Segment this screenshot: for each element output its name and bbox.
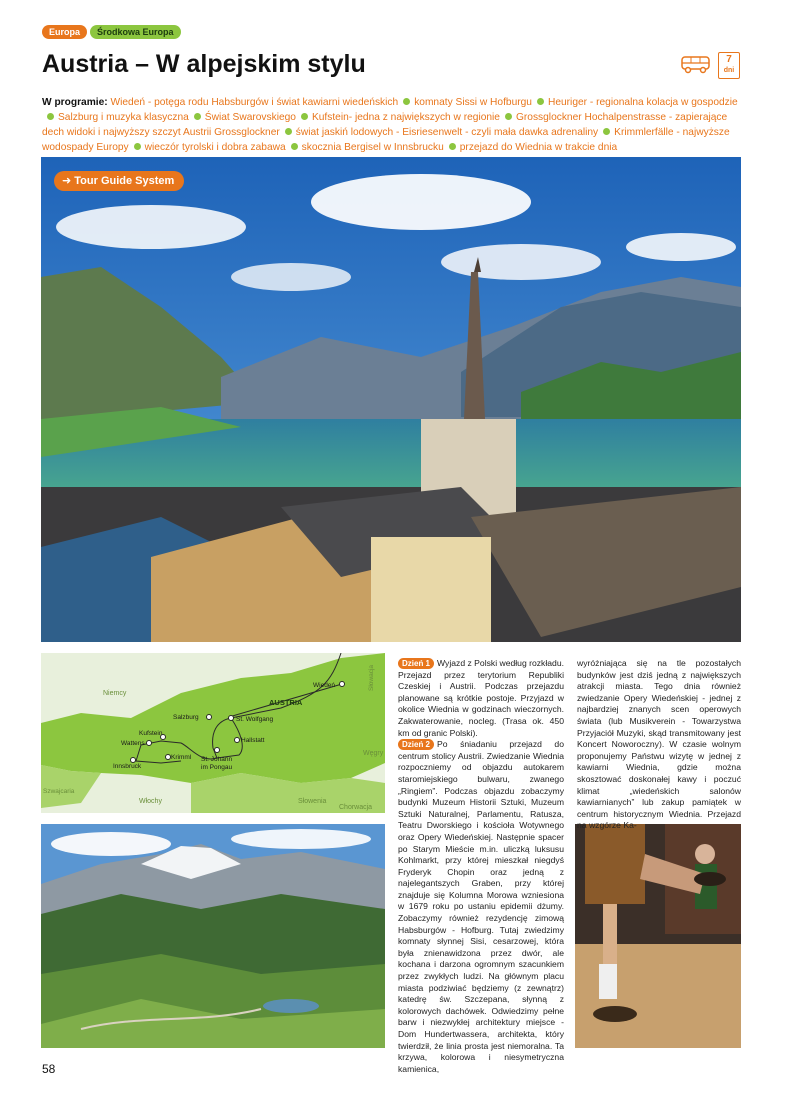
map-label-city: St. Wolfgang (236, 716, 274, 723)
map-label-city: im Pongau (201, 764, 233, 771)
day-2-label: Dzień 2 (398, 739, 434, 750)
map-label-city: Innsbruck (113, 763, 142, 770)
title-subtitle: – W alpejskim stylu (128, 50, 366, 78)
bus-icon (681, 56, 711, 74)
tour-guide-system-badge: ➜ Tour Guide System (54, 171, 184, 191)
programme-item: Grossglockner Hochalpenstrasse - zapierające dech widoki i najwyższy szczyt Austrii Grossglockner (42, 112, 728, 138)
map-label-city: St. Johann (201, 756, 233, 763)
day-1-label: Dzień 1 (398, 658, 434, 669)
itinerary-day-2 (398, 739, 564, 1075)
duration-number: 7 (726, 54, 732, 65)
programme-lead: W programie: (42, 97, 108, 108)
itinerary-column-2 (577, 658, 741, 832)
page-title (42, 50, 366, 79)
programme-item: Wiedeń - potęga rodu Habsburgów i świat kawiarni wiedeńskich (110, 97, 399, 108)
map-label-city: Wiedeń (313, 682, 336, 689)
bullet-icon (194, 113, 201, 120)
calendar-icon (718, 52, 740, 79)
bullet-icon (301, 113, 308, 120)
programme-list (42, 95, 746, 155)
breadcrumb-subregion[interactable]: Środkowa Europa (90, 25, 181, 39)
map-label-neighbour: Węgry (363, 750, 384, 757)
page-number: 58 (42, 1062, 56, 1076)
hero-photo (41, 157, 741, 642)
map-label-city: Salzburg (173, 714, 199, 721)
itinerary-continued-text: wyróżniająca się na tle pozostałych budynków jest dziś jedną z największych atrakcji miasta. Tego dnia również zwiedzanie Opery Wiedeńskiej - jednej z najbardziej znanych scen operowych świata (lub Musikverein - Towarzystwa Przyjaciół Muzyki, skąd transmitowany jest Koncert Noworoczny). W czasie wolnym proponujemy Państwu wizytę w jednej z kawiarni Wiednia, gdzie można skosztować doskonałej kawy i poczuć klimat „wiedeńskich salonów kawiarnianych” lub zakup pamiątek w centrum historycznym Wiednia. Przejazd na wzgórze Ka- (577, 658, 741, 831)
bullet-icon (537, 98, 544, 105)
programme-item: Salzburg i muzyka klasyczna (58, 112, 189, 123)
alpine-valley-photo (41, 824, 385, 1048)
bullet-icon (603, 128, 610, 135)
map-label-city: Kufstein (139, 730, 163, 737)
map-label-city: Wattens (121, 740, 145, 747)
tyrolean-dance-photo (575, 824, 741, 1048)
map-label-neighbour: Słowenia (298, 798, 327, 805)
bullet-icon (449, 143, 456, 150)
title-country: Austria (42, 50, 129, 78)
programme-item: świat jaskiń lodowych - Eisriesenwelt - czyli mała dawka adrenaliny (295, 127, 599, 138)
programme-item: Krimmlerfälle - najwyższe wodospady Europy (42, 127, 730, 153)
bullet-icon (291, 143, 298, 150)
itinerary-column-1 (398, 658, 564, 1075)
map-label-neighbour: Szwajcaria (43, 788, 75, 795)
map-label-city: Hallstatt (241, 737, 265, 744)
bullet-icon (47, 113, 54, 120)
breadcrumb (42, 25, 181, 39)
map-label-country: AUSTRIA (269, 698, 303, 707)
programme-item: wieczór tyrolski i dobra zabawa (144, 142, 286, 153)
duration-unit: dni (723, 67, 735, 74)
programme-item: Kufstein- jedna z największych w regionie (311, 112, 500, 123)
map-label-neighbour: Słowacja (368, 664, 375, 691)
map-label-neighbour: Chorwacja (339, 804, 373, 811)
bullet-icon (285, 128, 292, 135)
bullet-icon (505, 113, 512, 120)
map-label-neighbour: Włochy (139, 798, 162, 805)
programme-item: komnaty Sissi w Hofburgu (414, 97, 532, 108)
programme-item: przejazd do Wiednia w trakcie dnia (459, 142, 618, 153)
programme-item: skocznia Bergisel w Innsbrucku (301, 142, 444, 153)
itinerary-day-1 (398, 658, 564, 739)
breadcrumb-region[interactable]: Europa (42, 25, 87, 39)
bullet-icon (403, 98, 410, 105)
map-label-city: Krimml (171, 754, 192, 761)
day-1-text: Wyjazd z Polski według rozkładu. Przejazd przez terytorium Republiki Czeskiej i Austrii. Podczas przejazdu planowane są krótkie postoje. Przyjazd w okolice Wiednia w godzinach wieczornych. Zakwaterowanie, nocleg. (Trasa ok. 450 km od granic Polski). (398, 658, 564, 738)
programme-item: Świat Swarovskiego (204, 112, 296, 123)
bullet-icon (134, 143, 141, 150)
day-2-text: Po śniadaniu przejazd do centrum stolicy Austrii. Zwiedzanie Wiednia rozpoczniemy od objazdu autokarem staromiejskiego bulwaru, zwanego „Ringiem”. Podczas objazdu zobaczymy budynki Muzeum Historii Sztuki, Muzeum Sztuki Naturalnej, Parlamentu, Ratusza, Teatru Dworskiego i kościoła Wotywnego oraz Opery Wiedeńskiej. Następnie spacer po Starym Mieście m.in. uliczką luksusu Kohlmarkt, przy której mieszkał niegdyś Fryderyk Chopin oraz jedną z najelegantszych Graben, przy której znajduje się Kolumna Morowa wzniesiona w 1679 roku po ustaniu epidemii dżumy. Zobaczymy również rezydencję zimową Habsburgów - Hofburg. Tutaj zwiedzimy komnaty słynnej Sisi, cesarzowej, która była znienawidzona przez dwór, ale kochana i darzona ogromnym szacunkiem przez zwykłych ludzi. Na głównym placu miasta podziwiać będziemy (z zewnątrz) katedrę św. Szczepana, słynną z kolorowych dachówek. Odwiedzimy pełne barw i niezwykłej architektury miejsce - Dom Hundertwassera, architekta, który twierdził, że linia prosta jest niemoralna. Ta krzywa, kolorowa i niesymetryczna kamienica, (398, 739, 564, 1074)
programme-item: Heuriger - regionalna kolacja w gospodzie (547, 97, 738, 108)
map-label-neighbour: Niemcy (103, 690, 127, 697)
route-map (41, 653, 385, 813)
